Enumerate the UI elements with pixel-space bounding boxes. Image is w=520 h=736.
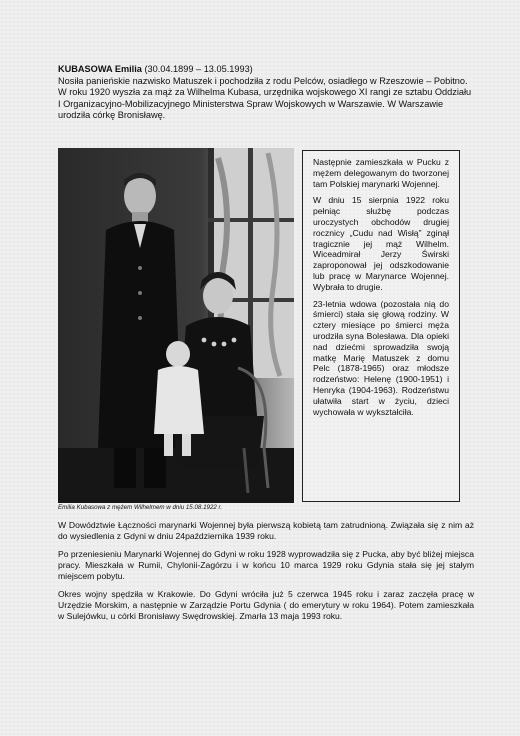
family-photograph xyxy=(58,148,294,503)
life-dates: (30.04.1899 – 13.05.1993) xyxy=(141,64,253,74)
person-name: KUBASOWA Emilia xyxy=(58,64,142,74)
sidebar-text-box xyxy=(302,150,460,502)
sidebar-paragraph-1: Następnie zamieszkała w Pucku z mężem delegowanym do tworzonej tam Polskiej marynarki Wojennej. xyxy=(313,157,449,189)
intro-paragraph-2: W roku 1920 wyszła za mąż za Wilhelma Kubasa, urzędnika wojskowego XI rangi ze sztabu Oddziału I Organizacyjno-Mobilizacyjnego Ministerstwa Spraw Wojskowych w Warszawie. W Warszawie urodziła córkę Bronisławę. xyxy=(58,87,472,121)
article-header xyxy=(58,64,473,122)
article-body xyxy=(58,520,474,629)
photo-caption: Emilia Kubasowa z mężem Wilhelmem w dniu 15.08.1922 r. xyxy=(58,504,223,511)
header-title-line xyxy=(58,64,473,76)
body-paragraph-1: W Dowództwie Łączności marynarki Wojennej była pierwszą kobietą tam zatrudnioną. Związała się z nim aż do wysiedlenia z Gdyni w dniu 24października 1939 roku. xyxy=(58,520,474,541)
sidebar-paragraph-3: 23-letnia wdowa (pozostała nią do śmierci) stała się głową rodziny. W cztery miesiące po śmierci męża urodziła syna Bolesława. Dla opieki nad dziećmi sprowadziła swoją matkę Marię Matuszek z domu Pelc (1878-1965) oraz młodsze rodzeństwo: Helenę (1900-1951) i Henryka (1904-1963). Rodzeństwu ułatwiła start w życiu, dzieci wychowała w wykształciła. xyxy=(313,298,449,417)
photo-block xyxy=(58,148,294,512)
body-paragraph-3: Okres wojny spędziła w Krakowie. Do Gdyni wróciła już 5 czerwca 1945 roku i zaraz zaczęła pracę w Urzędzie Morskim, a następnie w Zarządzie Portu Gdynia ( do emerytury w roku 1964). Potem zamieszkała w Sulejówku, u córki Bronisławy Swędrowskiej. Zmarła 13 maja 1993 roku. xyxy=(58,589,474,621)
body-paragraph-2: Po przeniesieniu Marynarki Wojennej do Gdyni w roku 1928 wyprowadziła się z Pucka, aby być bliżej miejsca pracy. Mieszkała w Rumii, Chylonii-Zagórzu i w końcu 10 marca 1929 roku Gdynia stała się jej stałym miejscem pobytu. xyxy=(58,549,474,581)
intro-paragraph-1: Nosiła panieńskie nazwisko Matuszek i pochodziła z rodu Pelców, osiadłego w Rzeszowie – Pobitno. xyxy=(58,75,468,86)
sidebar-paragraph-2: W dniu 15 sierpnia 1922 roku pełniąc służbę podczas uroczystych obchodów drugiej rocznicy „Cudu nad Wisłą” zginął tragicznie jej mąż Wilhelm. Wiceadmirał Jerzy Świrski zaproponował jej odszkodowanie lub pracę w Marynarce Wojennej. Wybrała to drugie. xyxy=(313,195,449,292)
